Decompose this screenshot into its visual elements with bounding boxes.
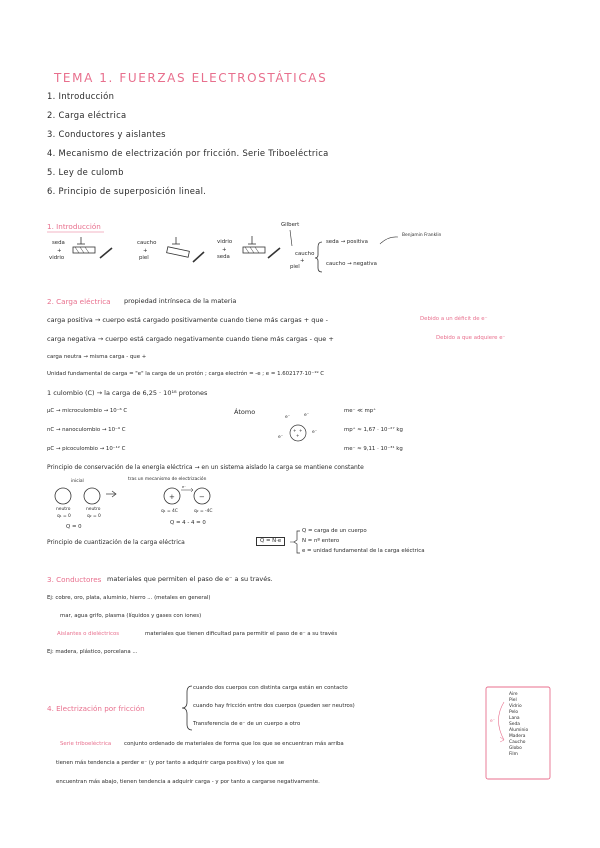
- serie-item: Pelo: [509, 710, 519, 715]
- carga-negativa-note: Debido a que adquiere e⁻: [436, 335, 506, 341]
- toc-item: 3. Conductores y aislantes: [47, 129, 166, 139]
- micro-line: μC → microculombio → 10⁻⁶ C: [47, 408, 128, 414]
- carga-positiva-note: Debido a un déficit de e⁻: [420, 316, 488, 322]
- q2-initial: q₂ = 0: [87, 514, 101, 519]
- serie-electron-label: e⁻: [490, 719, 496, 724]
- carga-neutra-line: carga neutra → misma carga - que +: [47, 354, 147, 360]
- q-total-final: Q = 4 - 4 = 0: [170, 520, 206, 526]
- pico-line: pC → picoculombio → 10⁻¹² C: [47, 446, 126, 452]
- mass-electron: me⁻ ≈ 9,11 · 10⁻³¹ kg: [344, 446, 403, 452]
- q1-initial: q₁ = 0: [57, 514, 71, 519]
- electron-label: e⁻: [278, 435, 284, 440]
- toc-item: 6. Principio de superposición lineal.: [47, 186, 207, 196]
- nano-line: nC → nanoculombio → 10⁻⁹ C: [47, 427, 126, 433]
- aislantes-example: Ej: madera, plástico, porcelana ...: [47, 649, 138, 655]
- svg-text:−: −: [199, 493, 205, 501]
- friccion-point-3: Transferencia de e⁻ de un cuerpo a otro: [193, 721, 301, 727]
- plus-label: +: [57, 248, 62, 254]
- section-2-heading: 2. Carga eléctrica: [47, 297, 111, 306]
- seda-label: seda: [52, 240, 65, 246]
- caucho-label: caucho: [137, 240, 157, 246]
- serie-item: Vidrio: [509, 704, 522, 709]
- q-definition: Q = carga de un cuerpo: [302, 528, 367, 534]
- toc-item: 2. Carga eléctrica: [47, 110, 127, 120]
- section-1-heading: 1. Introducción: [47, 222, 101, 231]
- serie-text-1: conjunto ordenado de materiales de forma que los que se encuentran más arriba: [124, 741, 344, 747]
- toc-item: 4. Mecanismo de electrización por fricción. Serie Triboeléctrica: [47, 148, 329, 158]
- serie-item: Lana: [509, 716, 520, 721]
- conservation-principle: Principio de conservación de la energía eléctrica → en un sistema aislado la carga se mantiene constante: [47, 464, 364, 471]
- vidrio-label: vidrio: [217, 239, 233, 245]
- atomo-label: Átomo: [234, 408, 256, 416]
- serie-item: Globo: [509, 746, 522, 751]
- mass-compare: me⁻ ≪ mp⁺: [344, 408, 377, 414]
- plus-label: +: [222, 247, 227, 253]
- unit-line: Unidad fundamental de carga = "e" la carga de un protón ; carga electrón = -e ; e = 1.602177·10⁻¹⁹ C: [47, 371, 325, 377]
- neutro-label: neutro: [56, 507, 71, 512]
- toc-item: 5. Ley de culomb: [47, 167, 124, 177]
- conductores-definition: materiales que permiten el paso de e⁻ a su través.: [107, 575, 273, 583]
- seda-positiva: seda → positiva: [326, 239, 368, 245]
- aislantes-definition: materiales que tienen dificultad para permitir el paso de e⁻ a su través: [145, 631, 338, 637]
- q-total-initial: Q = 0: [66, 524, 82, 530]
- inicial-label: inicial: [71, 479, 84, 484]
- friccion-point-1: cuando dos cuerpos con distinta carga están en contacto: [193, 685, 348, 691]
- serie-item: Seda: [509, 722, 520, 727]
- conductores-example-1: Ej: cobre, oro, plata, aluminio, hierro ... (metales en general): [47, 595, 211, 601]
- conductores-example-2: mar, agua grifo, plasma (líquidos y gases con iones): [60, 613, 202, 619]
- vidrio-label: vidrio: [49, 255, 65, 261]
- serie-item: Madera: [509, 734, 526, 739]
- serie-label: Serie triboeléctrica: [60, 741, 112, 747]
- electron-label: e⁻: [285, 415, 291, 420]
- serie-item: Caucho: [509, 740, 526, 745]
- e-definition: e = unidad fundamental de la carga eléctrica: [302, 548, 425, 554]
- tras-label: tras un mecanismo de electrización: [128, 477, 207, 482]
- franklin-label: Benjamin Franklin: [402, 233, 442, 238]
- serie-item: Film: [509, 752, 518, 757]
- section-3-heading: 3. Conductores: [47, 575, 102, 584]
- svg-text:+: +: [299, 428, 303, 433]
- electron-label: e⁻: [312, 430, 318, 435]
- quantization-principle: Principio de cuantización de la carga eléctrica: [47, 539, 185, 546]
- serie-text-2: tienen más tendencia a perder e⁻ (y por tanto a adquirir carga positiva) y los que se: [56, 760, 285, 766]
- piel-label: piel: [290, 264, 300, 270]
- q1-final: q₁ = 4C: [161, 509, 178, 514]
- page-title: TEMA 1. FUERZAS ELECTROSTÁTICAS: [54, 71, 328, 85]
- plus-label: +: [300, 258, 305, 264]
- serie-item: Aluminio: [509, 728, 529, 733]
- neutro-label: neutro: [86, 507, 101, 512]
- section-4-heading: 4. Electrización por fricción: [47, 704, 145, 713]
- caucho-label: caucho: [295, 251, 315, 257]
- serie-item: Aire: [509, 692, 518, 697]
- seda-label: seda: [217, 254, 230, 260]
- friccion-point-2: cuando hay fricción entre dos cuerpos (pueden ser neutros): [193, 703, 355, 709]
- svg-text:+: +: [296, 433, 300, 438]
- carga-positiva-line: carga positiva → cuerpo está cargado positivamente cuando tiene más cargas + que -: [47, 316, 328, 324]
- piel-label: piel: [139, 255, 149, 261]
- carga-definition: propiedad intrínseca de la materia: [124, 297, 237, 305]
- q2-final: q₂ = -4C: [194, 509, 213, 514]
- n-definition: N = nº entero: [302, 538, 340, 544]
- plus-label: +: [143, 248, 148, 254]
- quantization-formula: Q = N·e: [256, 537, 285, 546]
- coulomb-line: 1 culombio (C) → la carga de 6,25 · 10¹⁸ protones: [47, 389, 208, 397]
- mass-proton: mp⁺ ≈ 1,67 · 10⁻²⁷ kg: [344, 427, 403, 433]
- serie-text-3: encuentran más abajo, tienen tendencia a adquirir carga - y por tanto a cargarse negativamente.: [56, 779, 320, 785]
- aislantes-label: Aislantes o dieléctricos: [57, 631, 120, 637]
- serie-item: Piel: [509, 698, 517, 703]
- carga-negativa-line: carga negativa → cuerpo está cargado negativamente cuando tiene más cargas - que +: [47, 335, 334, 343]
- electron-label: e⁻: [304, 413, 310, 418]
- svg-text:e⁻: e⁻: [182, 485, 187, 489]
- gilbert-label: Gilbert: [281, 222, 300, 228]
- caucho-negativa: caucho → negativa: [326, 261, 377, 267]
- svg-text:+: +: [293, 428, 297, 433]
- svg-text:+: +: [169, 493, 175, 501]
- toc-item: 1. Introducción: [47, 91, 115, 101]
